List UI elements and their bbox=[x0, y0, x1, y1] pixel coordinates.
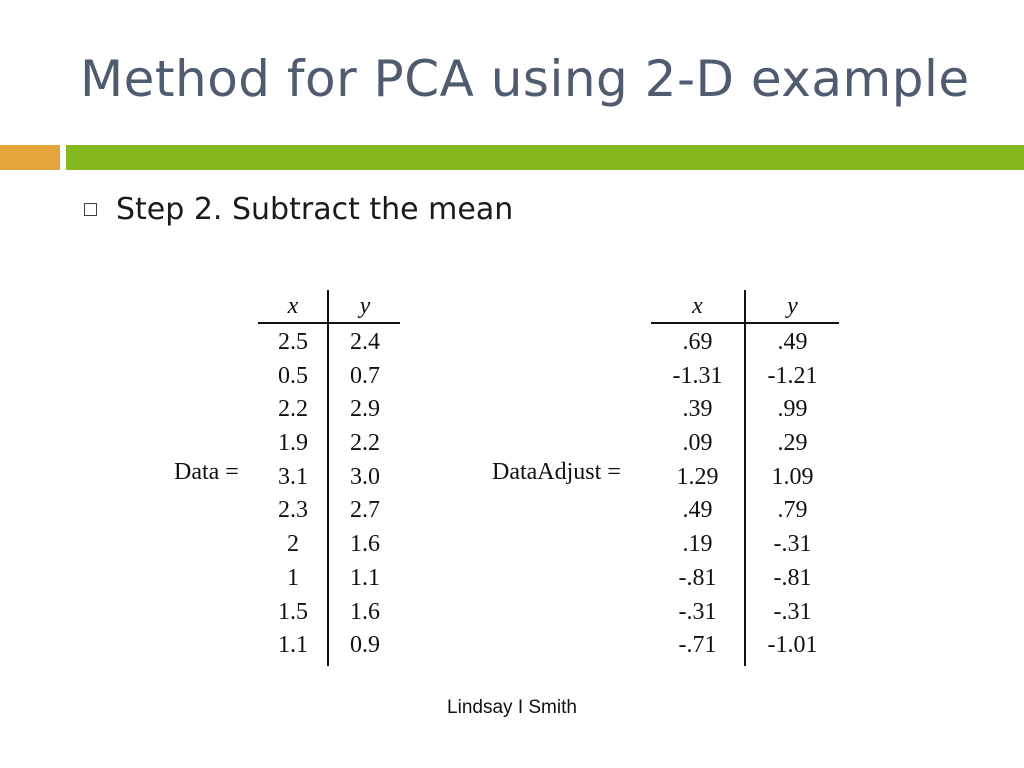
table-cell-x: 1.5 bbox=[278, 598, 308, 625]
table-cell-x: 2.5 bbox=[278, 329, 308, 355]
table-cell-y: -.81 bbox=[773, 564, 812, 591]
dataadjust-label: DataAdjust = bbox=[492, 459, 621, 485]
adjust-column-y bbox=[746, 290, 839, 663]
table-cell-y: 0.9 bbox=[350, 632, 380, 659]
table-cell-y: 2.2 bbox=[350, 430, 380, 457]
accent-bar-orange bbox=[0, 145, 60, 170]
table-cell-x: -.81 bbox=[678, 564, 717, 591]
table-cell-y: 2.4 bbox=[350, 329, 380, 355]
table-cell-x: 1.29 bbox=[676, 463, 719, 490]
accent-bar-green bbox=[66, 145, 1024, 170]
table-cell-y: -1.01 bbox=[767, 632, 818, 659]
table-cell-y: 1.6 bbox=[350, 598, 380, 625]
table-cell-x: .19 bbox=[682, 531, 713, 558]
table-cell-y: .49 bbox=[777, 329, 808, 355]
adjust-column-x bbox=[651, 290, 744, 663]
header-x: x bbox=[692, 293, 703, 319]
column-divider bbox=[744, 290, 746, 666]
data-column-x bbox=[258, 290, 328, 663]
table-cell-x: 1 bbox=[287, 564, 299, 591]
column-divider bbox=[327, 290, 329, 666]
table-cell-x: 1.1 bbox=[278, 632, 308, 659]
table-cell-y: 1.1 bbox=[350, 564, 380, 591]
table-cell-x: 1.9 bbox=[278, 430, 308, 457]
table-cell-y: .29 bbox=[777, 430, 808, 457]
table-cell-y: 2.7 bbox=[350, 497, 380, 524]
header-y: y bbox=[359, 293, 371, 319]
dataadjust-table bbox=[651, 290, 839, 666]
table-cell-x: .69 bbox=[682, 329, 713, 355]
table-cell-y: 2.9 bbox=[350, 396, 380, 423]
table-cell-x: .09 bbox=[682, 430, 713, 457]
data-label: Data = bbox=[174, 459, 239, 485]
table-cell-y: -.31 bbox=[773, 531, 812, 558]
data-table bbox=[258, 290, 400, 666]
header-x: x bbox=[287, 293, 299, 319]
table-cell-y: 1.6 bbox=[350, 531, 380, 558]
table-cell-y: .99 bbox=[777, 396, 808, 423]
table-cell-x: .49 bbox=[682, 497, 713, 524]
table-cell-y: 3.0 bbox=[350, 463, 380, 490]
table-cell-y: 0.7 bbox=[350, 362, 380, 389]
table-cell-y: .79 bbox=[777, 497, 808, 524]
bullet-item bbox=[84, 192, 513, 227]
bullet-text: Step 2. Subtract the mean bbox=[116, 192, 514, 227]
table-cell-x: 3.1 bbox=[278, 463, 308, 490]
table-cell-y: -1.21 bbox=[767, 362, 818, 389]
header-y: y bbox=[787, 293, 798, 319]
table-cell-x: -.31 bbox=[678, 598, 717, 625]
header-rule bbox=[651, 322, 839, 324]
square-bullet-icon bbox=[84, 203, 97, 216]
table-cell-x: 2 bbox=[287, 531, 299, 558]
data-column-y bbox=[330, 290, 400, 663]
table-cell-y: -.31 bbox=[773, 598, 812, 625]
table-cell-x: -1.31 bbox=[672, 362, 723, 389]
table-cell-x: .39 bbox=[682, 396, 713, 423]
table-cell-y: 1.09 bbox=[771, 463, 814, 490]
table-cell-x: -.71 bbox=[678, 632, 717, 659]
slide-title: Method for PCA using 2-D example bbox=[80, 50, 970, 108]
footer-credit: Lindsay I Smith bbox=[447, 697, 577, 718]
table-cell-x: 2.3 bbox=[278, 497, 308, 524]
table-cell-x: 0.5 bbox=[278, 362, 308, 389]
table-cell-x: 2.2 bbox=[278, 396, 308, 423]
header-rule bbox=[258, 322, 400, 324]
